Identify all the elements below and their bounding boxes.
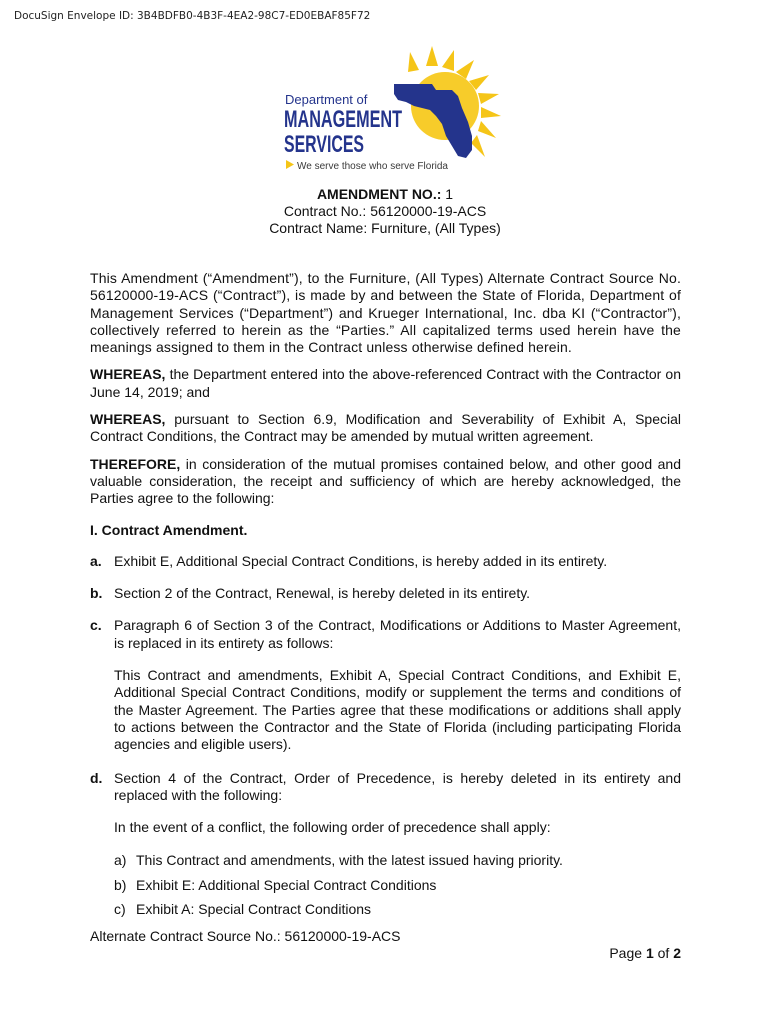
whereas-paragraph-1: [90, 366, 681, 401]
page-number: [609, 945, 681, 962]
item-d-intro: In the event of a conflict, the following order of precedence shall apply:: [114, 819, 551, 836]
amendment-number-line: [0, 186, 770, 203]
page-total: 2: [673, 945, 681, 961]
precedence-item-c: [114, 901, 681, 918]
item-text: Exhibit E, Additional Special Contract Conditions, is hereby added in its entirety.: [114, 552, 608, 569]
whereas-label: WHEREAS,: [90, 366, 166, 383]
amendment-number: 1: [441, 186, 454, 202]
item-label: b.: [90, 585, 103, 602]
precedence-item-b: [114, 877, 681, 894]
intro-paragraph: This Amendment (“Amendment”), to the Furniture, (All Types) Alternate Contract Source No. 56120000-19-ACS (“Contract”), is made by and between the State of Florida, Department of Management Services (“Department”) and Krueger International, Inc. dba KI (“Contractor”), collectively referred to herein as the “Parties.” All capitalized terms used herein have the meanings assigned to them in the Contract unless otherwise defined herein.: [90, 270, 681, 356]
contract-number: Contract No.: 56120000-19-ACS: [283, 203, 487, 219]
list-item-c: [90, 617, 681, 652]
item-label: c.: [90, 617, 102, 634]
logo-tagline: We serve those who serve Florida: [297, 161, 448, 172]
page-of: of: [653, 945, 674, 961]
section-title: I. Contract Amendment.: [90, 521, 248, 538]
whereas-text: pursuant to Section 6.9, Modification and Severability of Exhibit A, Special Contract Conditions, the Contract may be amended by mutual written agreement.: [90, 411, 681, 445]
whereas-text: the Department entered into the above-referenced Contract with the Contractor on June 14, 2019; and: [90, 366, 681, 400]
item-label: a.: [90, 552, 102, 569]
therefore-paragraph: [90, 456, 681, 508]
whereas-label: WHEREAS,: [90, 411, 166, 428]
contract-name: Contract Name: Furniture, (All Types): [269, 220, 501, 236]
whereas-paragraph-2: [90, 411, 681, 446]
item-text: Section 2 of the Contract, Renewal, is hereby deleted in its entirety.: [114, 585, 531, 602]
precedence-text: Exhibit A: Special Contract Conditions: [136, 901, 372, 918]
item-c-quote: This Contract and amendments, Exhibit A, Special Contract Conditions, and Exhibit E, Additional Special Contract Conditions, modify or supplement the terms and conditions of the Master Agreement. The Parties agree that these modifications or additions shall apply to actions between the Contractor and the State of Florida (including participating Florida agencies and eligible users).: [114, 667, 681, 753]
therefore-label: THEREFORE,: [90, 455, 181, 472]
logo-services: SERVICES: [284, 131, 364, 158]
precedence-label: a): [114, 852, 127, 869]
dms-logo: [282, 44, 502, 176]
amendment-header: [0, 186, 770, 237]
precedence-item-a: [114, 852, 681, 869]
precedence-text: Exhibit E: Additional Special Contract Conditions: [136, 876, 437, 893]
play-arrow-icon: [286, 160, 294, 169]
logo-management: MANAGEMENT: [284, 106, 403, 133]
logo-dept-of: Department of: [285, 92, 368, 107]
amendment-label: AMENDMENT NO.:: [316, 186, 442, 202]
item-label: d.: [90, 769, 103, 786]
item-text: Paragraph 6 of Section 3 of the Contract, Modifications or Additions to Master Agreement, is replaced in its entirety as follows:: [114, 617, 681, 651]
list-item-a: [90, 553, 681, 570]
document-body: [90, 270, 681, 925]
list-item-b: [90, 585, 681, 602]
item-text: Section 4 of the Contract, Order of Precedence, is hereby deleted in its entirety and replaced with the following:: [114, 769, 681, 803]
page-prefix: Page: [609, 945, 646, 961]
docusign-envelope-id: DocuSign Envelope ID: 3B4BDFB0-4B3F-4EA2-98C7-ED0EBAF85F72: [14, 10, 371, 22]
list-item-d: [90, 770, 681, 805]
precedence-label: c): [114, 901, 126, 918]
page-current: 1: [645, 945, 654, 961]
precedence-label: b): [114, 876, 127, 893]
precedence-text: This Contract and amendments, with the latest issued having priority.: [136, 852, 563, 869]
therefore-text: in consideration of the mutual promises contained below, and other good and valuable consideration, the receipt and sufficiency of which are hereby acknowledged, the Parties agree to the following:: [90, 455, 681, 507]
footer-source: Alternate Contract Source No.: 56120000-19-ACS: [90, 928, 401, 944]
